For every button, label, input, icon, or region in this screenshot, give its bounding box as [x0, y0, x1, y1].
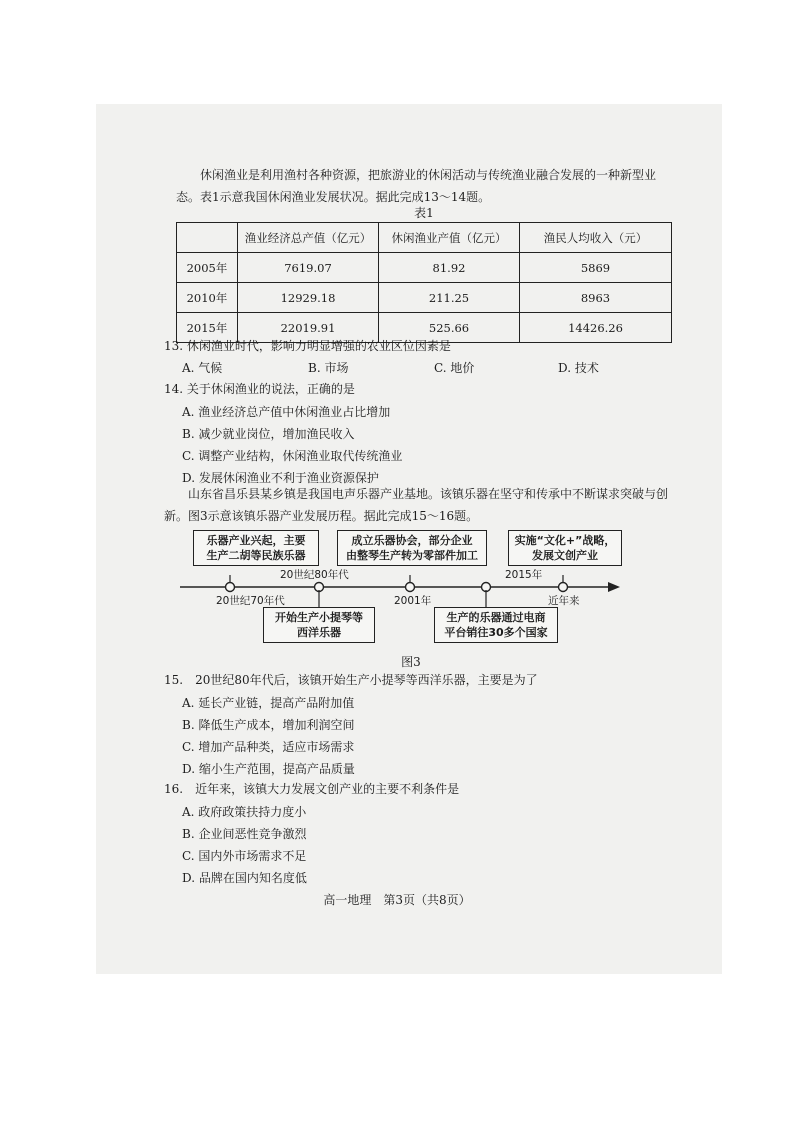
table-cell: 12929.18 — [238, 283, 379, 313]
question-15-option-c: C. 增加产品种类，适应市场需求 — [182, 740, 355, 754]
question-14-option-d: D. 发展休闲渔业不利于渔业资源保护 — [182, 471, 379, 485]
question-16-option-d: D. 品牌在国内知名度低 — [182, 871, 307, 885]
table-cell: 14426.26 — [520, 313, 672, 343]
question-16-option-b: B. 企业间恶性竞争激烈 — [182, 827, 307, 841]
question-13-stem: 13. 休闲渔业时代，影响力明显增强的农业区位因素是 — [164, 339, 451, 353]
table-row — [177, 253, 672, 283]
table-cell: 22019.91 — [238, 313, 379, 343]
table-cell: 7619.07 — [238, 253, 379, 283]
table-cell: 2010年 — [177, 283, 238, 313]
question-16-option-c: C. 国内外市场需求不足 — [182, 849, 307, 863]
table-cell: 2015年 — [177, 313, 238, 343]
page-footer: 高一地理 第3页（共8页） — [323, 893, 471, 907]
table-cell: 211.25 — [379, 283, 520, 313]
question-13-option-b: B. 市场 — [308, 361, 349, 375]
table-row — [177, 283, 672, 313]
table-header-row — [177, 223, 672, 253]
timeline-box-2001: 成立乐器协会，部分企业 由整琴生产转为零部件加工 — [337, 530, 487, 566]
question-13-option-d: D. 技术 — [558, 361, 599, 375]
timeline-box-recent: 实施“文化+”战略， 发展文创产业 — [508, 530, 622, 566]
timeline-label-recent: 近年来 — [548, 595, 580, 607]
figure-caption: 图3 — [401, 655, 421, 669]
question-15-option-a: A. 延长产业链，提高产品附加值 — [182, 696, 355, 710]
table-cell: 8963 — [520, 283, 672, 313]
timeline-box-1970s: 乐器产业兴起，主要 生产二胡等民族乐器 — [193, 530, 319, 566]
timeline-box-2015: 生产的乐器通过电商 平台销往30多个国家 — [434, 607, 558, 643]
table-header-cell: 渔民人均收入（元） — [520, 223, 672, 253]
table-cell: 2005年 — [177, 253, 238, 283]
timeline-label-2015: 2015年 — [505, 569, 543, 581]
question-14-option-b: B. 减少就业岗位，增加渔民收入 — [182, 427, 355, 441]
timeline-label-1980s: 20世纪80年代 — [280, 569, 349, 581]
intro-paragraph-2: 山东省昌乐县某乡镇是我国电声乐器产业基地。该镇乐器在坚守和传承中不断谋求突破与创新。图3示意该镇乐器产业发展历程。据此完成15～16题。 — [164, 487, 669, 523]
question-13-option-c: C. 地价 — [434, 361, 475, 375]
question-16-stem: 16. 近年来，该镇大力发展文创产业的主要不利条件是 — [164, 782, 460, 796]
table-cell: 525.66 — [379, 313, 520, 343]
question-14-stem: 14. 关于休闲渔业的说法，正确的是 — [164, 382, 355, 396]
table-cell: 5869 — [520, 253, 672, 283]
table-1 — [176, 222, 672, 343]
table-caption: 表1 — [414, 206, 434, 220]
question-13-option-a: A. 气候 — [182, 361, 223, 375]
question-15-option-d: D. 缩小生产范围，提高产品质量 — [182, 762, 355, 776]
question-15-stem: 15. 20世纪80年代后，该镇开始生产小提琴等西洋乐器，主要是为了 — [164, 673, 538, 687]
timeline-label-1970s: 20世纪70年代 — [216, 595, 285, 607]
question-15-option-b: B. 降低生产成本，增加利润空间 — [182, 718, 355, 732]
timeline-box-1980s: 开始生产小提琴等 西洋乐器 — [263, 607, 375, 643]
question-14-option-c: C. 调整产业结构，休闲渔业取代传统渔业 — [182, 449, 403, 463]
intro-paragraph-1: 休闲渔业是利用渔村各种资源，把旅游业的休闲活动与传统渔业融合发展的一种新型业态。表1示意我国休闲渔业发展状况。据此完成13～14题。 — [176, 168, 657, 204]
question-14-option-a: A. 渔业经济总产值中休闲渔业占比增加 — [182, 405, 391, 419]
question-16-option-a: A. 政府政策扶持力度小 — [182, 805, 307, 819]
table-header-cell — [177, 223, 238, 253]
table-cell: 81.92 — [379, 253, 520, 283]
table-header-cell: 渔业经济总产值（亿元） — [238, 223, 379, 253]
timeline-label-2001: 2001年 — [394, 595, 432, 607]
table-header-cell: 休闲渔业产值（亿元） — [379, 223, 520, 253]
